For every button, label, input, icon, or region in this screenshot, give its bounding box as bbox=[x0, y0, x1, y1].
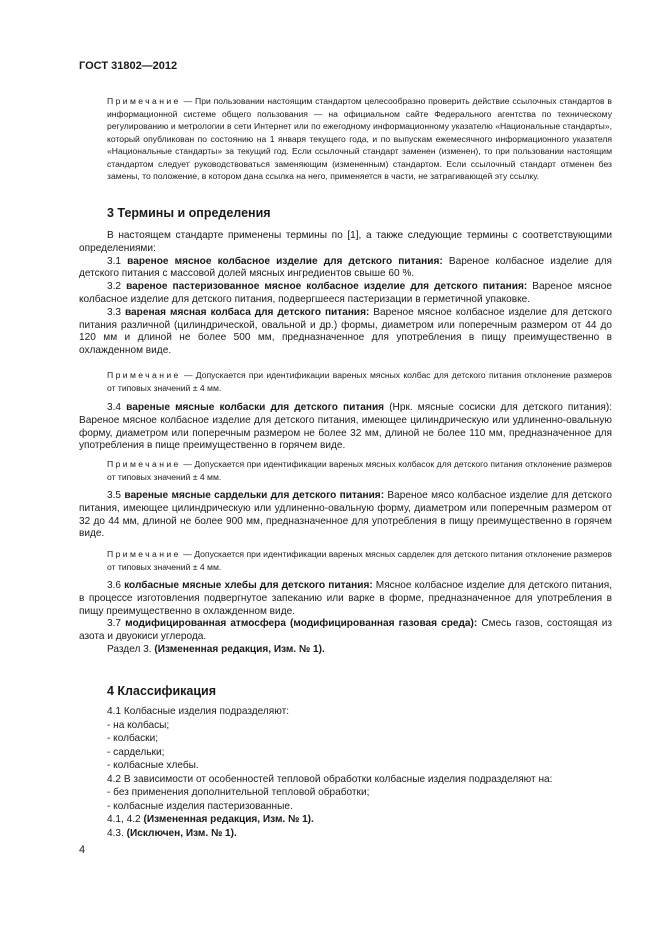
term-3-5: 3.5 вареные мясные сардельки для детского питания: Вареное мясо колбасное изделие для детского питания, имеющее цилиндрическую или удлиненно-овальную форму, диаметром или поперечным размером от 32 до 44 мм, длиной не более 900 мм, предназначенное для употребления в пищу преимущественно в горячем виде. bbox=[79, 490, 612, 540]
section-3-intro: В настоящем стандарте применены термины по [1], а также следующие термины с соответствующими определениями: bbox=[79, 230, 612, 254]
note-3-3: Примечание — Допускается при идентификации вареных мясных колбас для детского питания отклонение размеров от типовых значений ± 4 мм. bbox=[107, 370, 612, 393]
section-4-heading: 4 Классификация bbox=[107, 684, 217, 698]
term-3-7: 3.7 модифицированная атмосфера (модифицированная газовая среда): Смесь газов, состоящая из азота и двуокиси углерода. bbox=[79, 618, 612, 643]
section-3-block-b bbox=[79, 580, 612, 657]
note-label: Примечание bbox=[107, 96, 181, 106]
section-4-list bbox=[107, 705, 552, 840]
term-3-2: 3.2 вареное пастеризованное мясное колбасное изделие для детского питания: Вареное мясное колбасное изделие для детского питания, подвергшееся пастеризации в герметичной упаковке. bbox=[79, 281, 612, 305]
list-item: - колбасные хлебы. bbox=[107, 760, 199, 771]
note-text: — При пользовании настоящим стандартом целесообразно проверить действие ссылочных стандартов в информационной системе общего пользования — на официальном сайте Федерального агентства по техническому регулированию и метрологии в сети Интернет или по ежегодному информационному указателю «Национальные стандарты», который опубликован по состоянию на 1 января текущего года, и по выпускам ежемесячного информационного указателя «Национальные стандарты» за текущий год. Если ссылочный стандарт заменен (изменен), то при пользовании настоящим стандартом следует руководствоваться заменяющим (измененным) стандартом. Если ссылочный стандарт отменен без замены, то положение, в котором дана ссылка на него, применяется в части, не затрагивающей эту ссылку. bbox=[107, 96, 612, 181]
list-item: - без применения дополнительной тепловой обработки; bbox=[107, 787, 370, 798]
list-item: - на колбасы; bbox=[107, 719, 170, 731]
section-3-block-a bbox=[79, 230, 612, 358]
term-3-1: 3.1 вареное мясное колбасное изделие для детского питания: Вареное колбасное изделие для детского питания с массовой долей мясных ингредиентов свыше 60 %. bbox=[79, 255, 612, 280]
list-item: 4.2 В зависимости от особенностей тепловой обработки колбасные изделия подразделяют на: bbox=[107, 773, 553, 785]
list-item: 4.1 Колбасные изделия подразделяют: bbox=[107, 706, 290, 717]
section-3-heading: 3 Термины и определения bbox=[107, 206, 271, 220]
term-3-3: 3.3 вареная мясная колбаса для детского питания: Вареное мясное колбасное изделие для детского питания различной (цилиндрической, овальной и др.) формы, диаметром или поперечным размером от 44 до 120 мм и длиной не более 500 мм, предназначенное для употребления в пищу преимущественно в охлажденном виде. bbox=[79, 306, 612, 357]
list-item: - сардельки; bbox=[107, 746, 165, 758]
term-3-4-block bbox=[79, 402, 612, 453]
list-item: 4.3. (Исключен, Изм. № 1). bbox=[107, 827, 237, 839]
document-header: ГОСТ 31802—2012 bbox=[79, 60, 178, 72]
term-3-6: 3.6 колбасные мясные хлебы для детского питания: Мясное колбасное изделие для детского питания, в процессе изготовления подвергнутое запеканию или варке в форме, предназначенное для употребления в пищу преимущественно в охлажденном виде. bbox=[79, 580, 612, 617]
note-3-4: Примечание — Допускается при идентификации вареных мясных колбасок для детского питания отклонение размеров от типовых значений ± 4 мм. bbox=[107, 459, 612, 482]
term-3-5-block bbox=[79, 490, 612, 541]
section-3-revision: Раздел 3. (Измененная редакция, Изм. № 1). bbox=[107, 643, 325, 655]
note-referenced-standards bbox=[79, 95, 612, 183]
list-item: - колбасные изделия пастеризованные. bbox=[107, 800, 293, 812]
list-item: 4.1, 4.2 (Измененная редакция, Изм. № 1). bbox=[107, 814, 314, 825]
term-3-4: 3.4 вареные мясные колбаски для детского питания (Нрк. мясные сосиски для детского питания): Вареное мясное колбасное изделие для детского питания, имеющее цилиндрическую или удлиненно-овальную форму, диаметром или поперечным размером не более 32 мм, длиной не более 110 мм, предназначенное для употребления в пище преимущественно в горячем виде. bbox=[79, 402, 612, 452]
page-number: 4 bbox=[79, 844, 86, 856]
note-3-5: Примечание — Допускается при идентификации вареных мясных сарделек для детского питания отклонение размеров от типовых значений ± 4 мм. bbox=[107, 549, 612, 572]
list-item: - колбаски; bbox=[107, 733, 159, 744]
